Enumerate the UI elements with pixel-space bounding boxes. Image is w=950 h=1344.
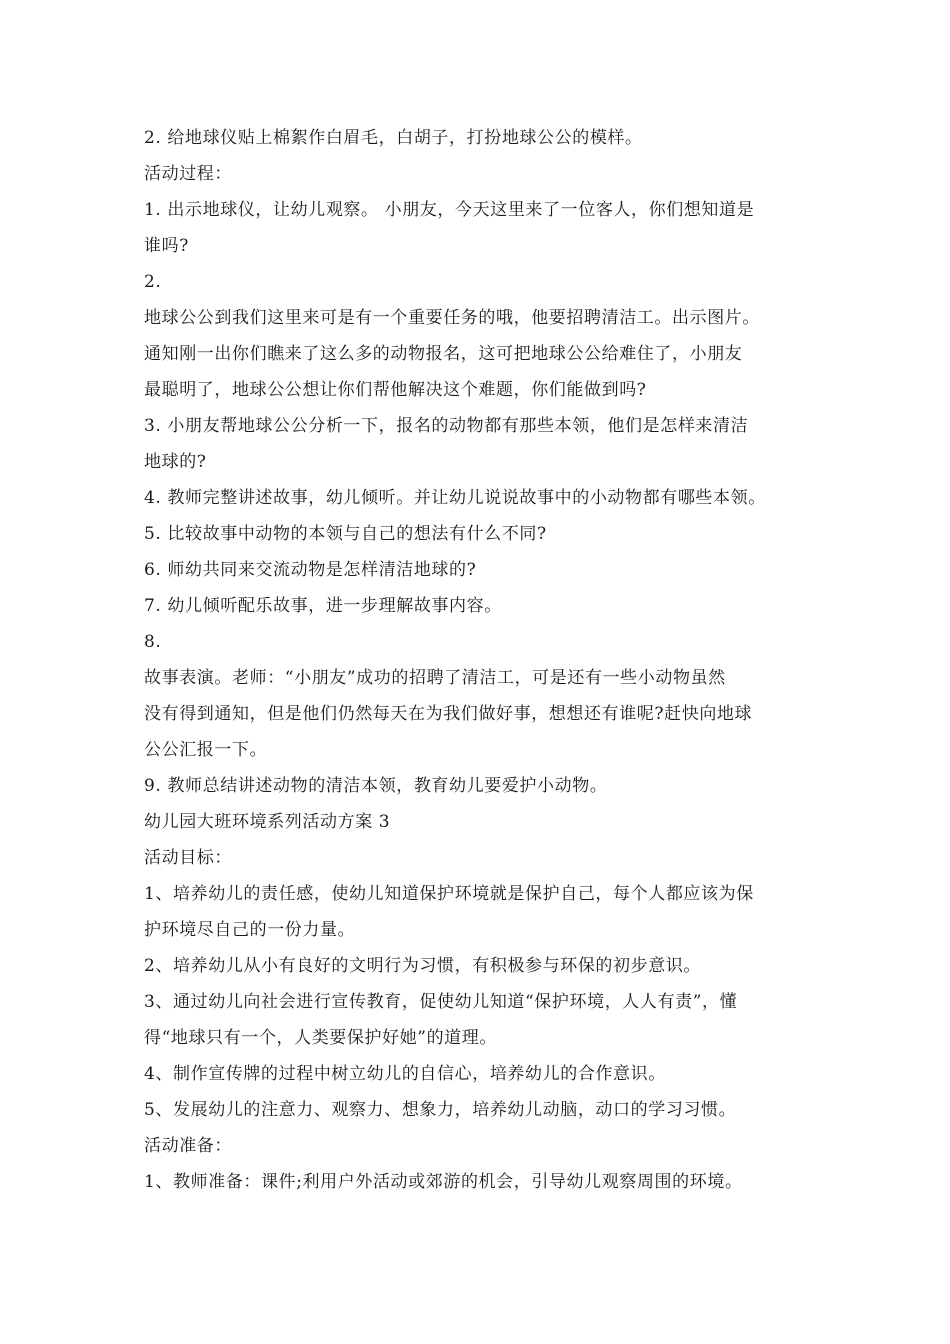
text-line: 得“地球只有一个，人类要保护好她”的道理。 <box>144 1028 497 1048</box>
text-line: 谁吗? <box>144 236 189 256</box>
text-line: 4、制作宣传牌的过程中树立幼儿的自信心，培养幼儿的合作意识。 <box>144 1064 666 1084</box>
text-line: 2、培养幼儿从小有良好的文明行为习惯，有积极参与环保的初步意识。 <box>144 956 702 976</box>
section-heading: 活动目标： <box>144 848 232 868</box>
text-line: 5. 比较故事中动物的本领与自己的想法有什么不同? <box>144 524 547 544</box>
text-line: 8. <box>144 632 162 652</box>
document-body <box>144 120 824 1200</box>
text-line: 2. <box>144 272 162 292</box>
text-line: 1. 出示地球仪，让幼儿观察。 小朋友，今天这里来了一位客人，你们想知道是 <box>144 200 755 220</box>
text-line: 1、教师准备：课件;利用户外活动或郊游的机会，引导幼儿观察周围的环境。 <box>144 1172 743 1192</box>
text-line: 4. 教师完整讲述故事，幼儿倾听。并让幼儿说说故事中的小动物都有哪些本领。 <box>144 488 766 508</box>
text-line: 6. 师幼共同来交流动物是怎样清洁地球的? <box>144 560 477 580</box>
text-line: 护环境尽自己的一份力量。 <box>144 920 356 940</box>
text-line: 1、培养幼儿的责任感，使幼儿知道保护环境就是保护自己，每个人都应该为保 <box>144 884 754 904</box>
document-heading: 幼儿园大班环境系列活动方案 3 <box>144 812 391 832</box>
text-line: 2. 给地球仪贴上棉絮作白眉毛，白胡子，打扮地球公公的模样。 <box>144 128 643 148</box>
text-line: 3、通过幼儿向社会进行宣传教育，促使幼儿知道“保护环境，人人有责”，懂 <box>144 992 738 1012</box>
text-line: 最聪明了，地球公公想让你们帮他解决这个难题，你们能做到吗? <box>144 380 647 400</box>
text-line: 通知刚一出你们瞧来了这么多的动物报名，这可把地球公公给难住了，小朋友 <box>144 344 743 364</box>
text-line: 地球的? <box>144 452 207 472</box>
text-line: 地球公公到我们这里来可是有一个重要任务的哦，他要招聘清洁工。出示图片。 <box>144 308 760 328</box>
section-heading: 活动过程： <box>144 164 232 184</box>
text-line: 公公汇报一下。 <box>144 740 268 760</box>
text-line: 没有得到通知，但是他们仍然每天在为我们做好事，想想还有谁呢?赶快向地球 <box>144 704 753 724</box>
text-line: 故事表演。老师：“小朋友”成功的招聘了清洁工，可是还有一些小动物虽然 <box>144 668 726 688</box>
text-line: 7. 幼儿倾听配乐故事，进一步理解故事内容。 <box>144 596 502 616</box>
text-line: 3. 小朋友帮地球公公分析一下，报名的动物都有那些本领，他们是怎样来清洁 <box>144 416 749 436</box>
text-line: 9. 教师总结讲述动物的清洁本领，教育幼儿要爱护小动物。 <box>144 776 608 796</box>
section-heading: 活动准备： <box>144 1136 232 1156</box>
text-line: 5、发展幼儿的注意力、观察力、想象力，培养幼儿动脑，动口的学习习惯。 <box>144 1100 737 1120</box>
